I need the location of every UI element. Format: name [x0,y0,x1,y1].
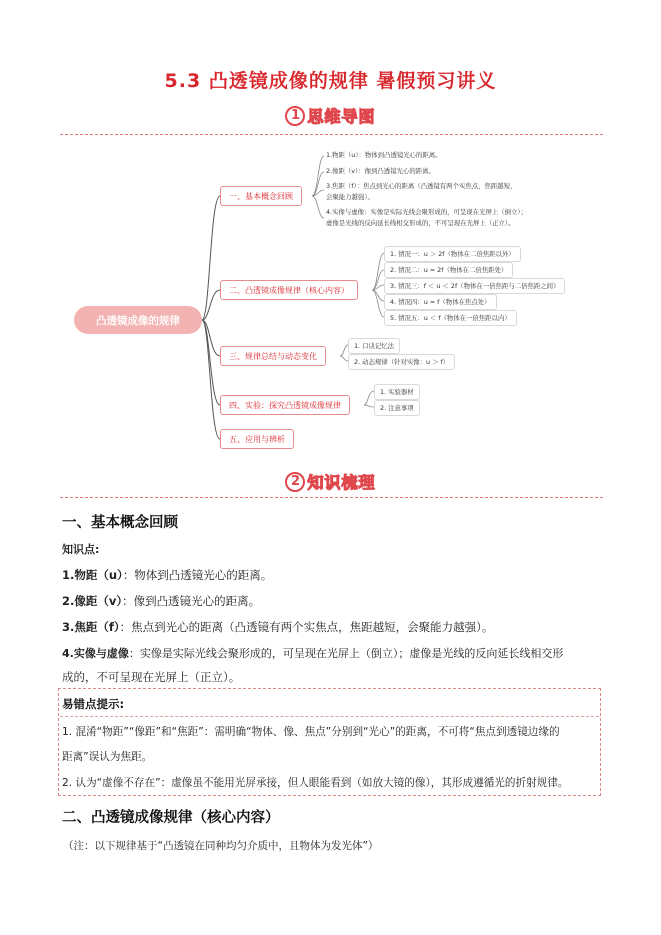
mindmap-branch: 一、基本概念回顾 [220,186,302,206]
mindmap-leaf: 3.焦距（f）：焦点到光心的距离（凸透镜有两个实焦点，焦距越短， [326,182,517,190]
divider [60,497,603,498]
mindmap-leaf: 2. 注意事项 [374,400,420,416]
term: 2.像距（v） [62,594,123,608]
mindmap-leaf: 2. 情况二：u = 2f（物体在二倍焦距处） [384,262,513,278]
mindmap-leaf: 5. 情况五：u ＜ f（物体在一倍焦距以内） [384,310,517,326]
definition: ：像到凸透镜光心的距离。 [122,594,261,608]
mindmap-leaf: 1. 实验器材 [374,384,420,400]
knowledge-label: 知识点: [62,543,100,556]
section-label: 思维导图 [307,107,376,126]
section-number: 2 [285,472,305,492]
mindmap-branch: 四、实验：探究凸透镜成像规律 [220,395,350,415]
section-note: （注：以下规律基于“凸透镜在同种均匀介质中，且物体为发光体”） [63,840,379,852]
hint-title: 易错点提示: [62,697,125,711]
mindmap-leaf: 4.实像与虚像：实像是实际光线会聚形成的，可呈现在光屏上（倒立）； [326,208,528,216]
mindmap-leaf: 3. 情况三：f ＜ u ＜ 2f（物体在一倍焦距与二倍焦距之间） [384,278,565,294]
section-heading: 一、基本概念回顾 [62,515,178,531]
mindmap-branch: 二、凸透镜成像规律（核心内容） [220,280,358,300]
section-heading: 二、凸透镜成像规律（核心内容） [62,810,280,826]
section-badge-knowledge [0,470,661,493]
section-label: 知识梳理 [307,473,376,492]
knowledge-item [62,593,260,609]
mindmap-leaf: 虚像是光线的反向延长线相交形成的，不可呈现在光屏上（正立）。 [326,219,515,227]
mindmap-leaf: 1.物距（u）：物体到凸透镜光心的距离。 [326,151,442,159]
hint-line: 距离”误认为焦距。 [62,751,153,763]
mindmap-leaf: 1. 口诀记忆法 [348,338,400,354]
knowledge-item [62,645,563,661]
mindmap-leaf: 2.像距（v）：像到凸透镜光心的距离。 [326,167,435,175]
hint-line: 1. 混淆“物距”“像距”和“焦距”：需明确“物体、像、焦点”分别到“光心”的距离，不可将“焦点到透镜边缘的 [62,726,560,738]
definition: ：实像是实际光线会聚形成的，可呈现在光屏上（倒立）；虚像是光线的反向延长线相交形 [128,647,564,660]
mindmap-leaf: 4. 情况四：u = f（物体在焦点处） [384,294,497,310]
mindmap-branch: 三、规律总结与动态变化 [220,346,326,366]
knowledge-item [62,567,272,583]
page-title: 5.3 凸透镜成像的规律 暑假预习讲义 [164,70,497,92]
mindmap-leaf: 1. 情况一：u ＞ 2f（物体在二倍焦距以外） [384,246,521,262]
mindmap-leaf: 2. 动态规律（针对实像：u ＞ f） [348,354,455,370]
mindmap-leaf: 会聚能力越强）。 [326,193,374,201]
mindmap-root: 凸透镜成像的规律 [74,306,202,334]
term: 3.焦距（f） [62,620,120,634]
term: 4.实像与虚像 [62,647,129,660]
knowledge-item [62,619,493,635]
hint-separator [60,716,599,717]
section-number: 1 [285,106,305,126]
definition: 成的，不可呈现在光屏上（正立）。 [62,670,241,684]
knowledge-item-continued [62,669,240,685]
term: 1.物距（u） [62,568,123,582]
mindmap-branch: 五、应用与辨析 [220,429,294,449]
definition: ：焦点到光心的距离（凸透镜有两个实焦点，焦距越短，会聚能力越强）。 [119,620,494,634]
hint-line: 2. 认为“虚像不存在”：虚像虽不能用光屏承接，但人眼能看到（如放大镜的像），其形成遵循光的折射规律。 [62,777,569,789]
definition: ：物体到凸透镜光心的距离。 [122,568,273,582]
